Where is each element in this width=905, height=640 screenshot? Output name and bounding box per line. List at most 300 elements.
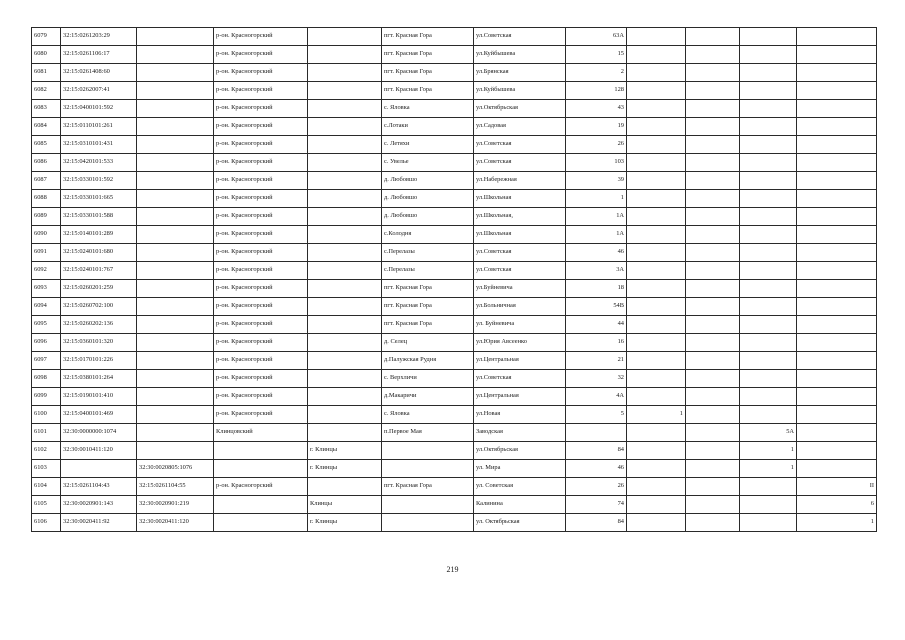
table-row: [32, 370, 877, 388]
cell-empty: [797, 352, 877, 370]
cell-empty: [797, 298, 877, 316]
cell-building: [627, 334, 686, 352]
table-row: [32, 100, 877, 118]
cell-empty: [797, 118, 877, 136]
table-row: [32, 82, 877, 100]
cell-cadastral-number: 32:15:0262007:41: [61, 82, 137, 100]
cell-building: [627, 46, 686, 64]
cell-previous-cadastral-number: [137, 316, 214, 334]
cell-record-number: 6092: [32, 262, 61, 280]
cell-house: [566, 424, 627, 442]
cell-building: [627, 298, 686, 316]
cell-locality: с.Колодня: [382, 226, 474, 244]
table-row: [32, 460, 877, 478]
cell-record-number: 6102: [32, 442, 61, 460]
cell-apartment: [740, 388, 797, 406]
cell-locality: [382, 460, 474, 478]
cell-locality: пгт. Красная Гора: [382, 28, 474, 46]
cell-cadastral-number: 32:15:0110101:261: [61, 118, 137, 136]
cell-house: 26: [566, 478, 627, 496]
table-row: [32, 190, 877, 208]
table-row: [32, 118, 877, 136]
cell-building: [627, 190, 686, 208]
cell-cadastral-number: 32:15:0360101:320: [61, 334, 137, 352]
cell-empty: [686, 442, 740, 460]
cell-street: ул.Куйбышева: [474, 82, 566, 100]
cell-apartment: 1: [740, 460, 797, 478]
cell-apartment: [740, 154, 797, 172]
cell-district: р-он. Красногорский: [214, 478, 308, 496]
cell-empty: [797, 190, 877, 208]
cell-empty: [686, 208, 740, 226]
cell-cadastral-number: 32:15:0260201:259: [61, 280, 137, 298]
cell-city: [308, 190, 382, 208]
cell-street: ул.Советская: [474, 262, 566, 280]
cell-empty: [686, 298, 740, 316]
cell-empty: [797, 262, 877, 280]
cell-empty: [686, 64, 740, 82]
cell-record-number: 6101: [32, 424, 61, 442]
cell-street: ул.Садовая: [474, 118, 566, 136]
cell-apartment: [740, 190, 797, 208]
cell-apartment: [740, 172, 797, 190]
table-row: [32, 136, 877, 154]
cell-locality: пгт. Красная Гора: [382, 280, 474, 298]
cell-city: [308, 28, 382, 46]
cell-cadastral-number: 32:15:0330101:592: [61, 172, 137, 190]
table-row: [32, 442, 877, 460]
cell-locality: пгт. Красная Гора: [382, 316, 474, 334]
cell-cadastral-number: 32:15:0261104:43: [61, 478, 137, 496]
cell-street: ул. Мира: [474, 460, 566, 478]
cell-street: ул.Советская: [474, 136, 566, 154]
cell-empty: [686, 100, 740, 118]
cell-city: [308, 46, 382, 64]
cell-building: [627, 388, 686, 406]
cell-building: [627, 172, 686, 190]
cell-empty: [686, 172, 740, 190]
cell-locality: с. Летяхи: [382, 136, 474, 154]
cell-house: 16: [566, 334, 627, 352]
cell-building: [627, 226, 686, 244]
cell-record-number: 6079: [32, 28, 61, 46]
cell-cadastral-number: 32:15:0310101:431: [61, 136, 137, 154]
cell-cadastral-number: 32:15:0190101:410: [61, 388, 137, 406]
cell-city: [308, 208, 382, 226]
cell-district: р-он. Красногорский: [214, 100, 308, 118]
cell-record-number: 6085: [32, 136, 61, 154]
cell-previous-cadastral-number: [137, 298, 214, 316]
cell-city: [308, 424, 382, 442]
cell-street: ул.Советская: [474, 154, 566, 172]
cell-locality: с. Верхличи: [382, 370, 474, 388]
cell-district: р-он. Красногорский: [214, 316, 308, 334]
cell-locality: [382, 514, 474, 532]
cell-building: [627, 28, 686, 46]
cell-apartment: II: [797, 478, 877, 496]
cell-empty: [797, 136, 877, 154]
cell-cadastral-number: 32:15:0170101:226: [61, 352, 137, 370]
cell-district: р-он. Красногорский: [214, 46, 308, 64]
cell-locality: с.Перелазы: [382, 262, 474, 280]
cell-district: р-он. Красногорский: [214, 406, 308, 424]
cell-house: 1: [566, 190, 627, 208]
cell-building: [627, 424, 686, 442]
cell-street: ул.Брянская: [474, 64, 566, 82]
cell-empty: [797, 226, 877, 244]
cell-locality: д.Палужская Рудня: [382, 352, 474, 370]
cell-previous-cadastral-number: [137, 136, 214, 154]
table-row: [32, 478, 877, 496]
cell-empty: [686, 478, 740, 496]
cell-empty: [797, 172, 877, 190]
table-row: [32, 172, 877, 190]
cell-apartment: [740, 514, 797, 532]
cell-cadastral-number: 32:30:0000000:1074: [61, 424, 137, 442]
cell-apartment: 5А: [740, 424, 797, 442]
cell-empty: [797, 370, 877, 388]
cell-record-number: 6082: [32, 82, 61, 100]
cell-locality: с.Перелазы: [382, 244, 474, 262]
cell-street: Калинина: [474, 496, 566, 514]
cell-locality: с.Лотаки: [382, 118, 474, 136]
cell-locality: с. Яловка: [382, 100, 474, 118]
cell-previous-cadastral-number: [137, 100, 214, 118]
cell-street: ул.Больничная: [474, 298, 566, 316]
cell-empty: [686, 370, 740, 388]
cell-building: [627, 244, 686, 262]
cell-record-number: 6087: [32, 172, 61, 190]
cell-previous-cadastral-number: [137, 190, 214, 208]
cell-house: 15: [566, 46, 627, 64]
cell-city: г. Клинцы: [308, 514, 382, 532]
cell-previous-cadastral-number: 32:30:0020901:219: [137, 496, 214, 514]
cell-house: 3А: [566, 262, 627, 280]
cell-apartment: [740, 64, 797, 82]
cell-house: 1А: [566, 208, 627, 226]
cell-city: [308, 64, 382, 82]
cell-street: ул.Школьная,: [474, 208, 566, 226]
cell-building: 1: [627, 406, 686, 424]
cell-previous-cadastral-number: [137, 334, 214, 352]
cell-apartment: [740, 406, 797, 424]
cell-locality: д. Любовшо: [382, 190, 474, 208]
cell-house: 44: [566, 316, 627, 334]
cell-previous-cadastral-number: [137, 172, 214, 190]
cell-street: ул.Октябрьская: [474, 100, 566, 118]
cell-city: [308, 82, 382, 100]
cell-city: [308, 100, 382, 118]
table-row: [32, 64, 877, 82]
cell-apartment: [740, 28, 797, 46]
cell-empty: [797, 406, 877, 424]
cell-house: 84: [566, 442, 627, 460]
table-row: [32, 352, 877, 370]
cell-empty: [686, 136, 740, 154]
cell-record-number: 6105: [32, 496, 61, 514]
cell-previous-cadastral-number: [137, 352, 214, 370]
cell-building: [627, 478, 686, 496]
cell-street: ул.Советская: [474, 28, 566, 46]
cell-cadastral-number: 32:15:0261106:17: [61, 46, 137, 64]
cell-house: 39: [566, 172, 627, 190]
cell-previous-cadastral-number: [137, 424, 214, 442]
cell-previous-cadastral-number: [137, 208, 214, 226]
cell-empty: [686, 460, 740, 478]
table-row: [32, 316, 877, 334]
cell-apartment: 1: [740, 442, 797, 460]
cell-previous-cadastral-number: [137, 262, 214, 280]
cell-house: 46: [566, 244, 627, 262]
cell-house: 74: [566, 496, 627, 514]
cell-street: Заводская: [474, 424, 566, 442]
cell-street: ул. Октябрьская: [474, 514, 566, 532]
cell-record-number: 6095: [32, 316, 61, 334]
cell-locality: д.Макаричи: [382, 388, 474, 406]
cell-locality: пгт. Красная Гора: [382, 82, 474, 100]
cell-city: Клинцы: [308, 496, 382, 514]
table-row: [32, 496, 877, 514]
cell-city: [308, 262, 382, 280]
cell-building: [627, 262, 686, 280]
cell-house: 2: [566, 64, 627, 82]
cell-record-number: 6104: [32, 478, 61, 496]
cell-locality: пгт. Красная Гора: [382, 478, 474, 496]
cell-empty: [686, 46, 740, 64]
cell-apartment: [740, 208, 797, 226]
table-row: [32, 154, 877, 172]
table-row: [32, 262, 877, 280]
cell-record-number: 6080: [32, 46, 61, 64]
cell-empty: [686, 28, 740, 46]
cell-apartment: [740, 244, 797, 262]
cell-previous-cadastral-number: [137, 154, 214, 172]
cell-empty: [686, 514, 740, 532]
cell-empty: [797, 388, 877, 406]
cell-locality: д. Любовшо: [382, 208, 474, 226]
cell-city: [308, 226, 382, 244]
cell-cadastral-number: 32:15:0330101:588: [61, 208, 137, 226]
cell-locality: с. Яловка: [382, 406, 474, 424]
cell-apartment: [740, 100, 797, 118]
cell-building: [627, 82, 686, 100]
cell-empty: [686, 154, 740, 172]
cell-previous-cadastral-number: [137, 280, 214, 298]
cell-apartment: [740, 334, 797, 352]
page-number: 219: [446, 565, 459, 574]
cell-district: р-он. Красногорский: [214, 244, 308, 262]
cell-street: ул.Юрия Авсеенко: [474, 334, 566, 352]
cell-district: [214, 496, 308, 514]
cell-previous-cadastral-number: [137, 118, 214, 136]
cell-street: ул.Центральная: [474, 388, 566, 406]
cell-city: [308, 370, 382, 388]
cell-building: [627, 514, 686, 532]
cell-previous-cadastral-number: [137, 82, 214, 100]
cell-record-number: 6090: [32, 226, 61, 244]
cell-cadastral-number: [61, 460, 137, 478]
cell-house: 54В: [566, 298, 627, 316]
cell-empty: [686, 316, 740, 334]
cell-apartment: [740, 478, 797, 496]
cell-street: ул. Буйневича: [474, 316, 566, 334]
cell-street: ул.Октябрьская: [474, 442, 566, 460]
cell-apartment: [740, 370, 797, 388]
cell-empty: [797, 208, 877, 226]
cell-empty: [797, 28, 877, 46]
table-row: [32, 28, 877, 46]
cell-house: 46: [566, 460, 627, 478]
cell-city: [308, 406, 382, 424]
cell-city: [308, 298, 382, 316]
cell-apartment: [740, 226, 797, 244]
cell-record-number: 6100: [32, 406, 61, 424]
cell-district: р-он. Красногорский: [214, 28, 308, 46]
cell-house: 32: [566, 370, 627, 388]
cell-street: ул.Советская: [474, 370, 566, 388]
cell-district: Клинцовский: [214, 424, 308, 442]
cell-cadastral-number: 32:15:0140101:289: [61, 226, 137, 244]
cell-city: [308, 136, 382, 154]
cell-city: [308, 172, 382, 190]
cell-record-number: 6106: [32, 514, 61, 532]
cell-record-number: 6081: [32, 64, 61, 82]
cell-apartment: [740, 352, 797, 370]
cell-record-number: 6091: [32, 244, 61, 262]
cell-empty: [686, 388, 740, 406]
cell-building: [627, 136, 686, 154]
cell-house: 4А: [566, 388, 627, 406]
cell-city: [308, 118, 382, 136]
cell-street: ул.Школьная: [474, 190, 566, 208]
cell-cadastral-number: 32:15:0240101:680: [61, 244, 137, 262]
table-row: [32, 424, 877, 442]
cell-city: [308, 244, 382, 262]
cell-previous-cadastral-number: [137, 406, 214, 424]
cell-house: 43: [566, 100, 627, 118]
cell-house: 26: [566, 136, 627, 154]
cell-building: [627, 370, 686, 388]
cell-empty: [686, 352, 740, 370]
cell-empty: [797, 46, 877, 64]
cell-district: р-он. Красногорский: [214, 334, 308, 352]
cell-street: ул.Набережная: [474, 172, 566, 190]
cell-empty: [797, 100, 877, 118]
cell-locality: пгт. Красная Гора: [382, 46, 474, 64]
cell-apartment: [740, 316, 797, 334]
table-row: [32, 298, 877, 316]
cell-city: [308, 334, 382, 352]
cell-cadastral-number: 32:15:0240101:767: [61, 262, 137, 280]
cell-building: [627, 280, 686, 298]
cell-empty: [686, 424, 740, 442]
cell-district: р-он. Красногорский: [214, 262, 308, 280]
cell-district: р-он. Красногорский: [214, 190, 308, 208]
registry-table: [31, 27, 877, 532]
table-row: [32, 334, 877, 352]
cell-cadastral-number: 32:15:0400101:469: [61, 406, 137, 424]
cell-district: [214, 460, 308, 478]
cell-house: 1А: [566, 226, 627, 244]
cell-cadastral-number: 32:15:0260702:100: [61, 298, 137, 316]
cell-cadastral-number: 32:15:0380101:264: [61, 370, 137, 388]
table-row: [32, 226, 877, 244]
cell-cadastral-number: 32:15:0420101:533: [61, 154, 137, 172]
cell-district: р-он. Красногорский: [214, 82, 308, 100]
cell-empty: [797, 424, 877, 442]
cell-locality: с. Увелье: [382, 154, 474, 172]
cell-previous-cadastral-number: [137, 442, 214, 460]
registry-table-body: [32, 28, 877, 532]
table-row: [32, 406, 877, 424]
cell-previous-cadastral-number: [137, 370, 214, 388]
cell-district: [214, 514, 308, 532]
cell-empty: [797, 154, 877, 172]
cell-record-number: 6096: [32, 334, 61, 352]
cell-record-number: 6089: [32, 208, 61, 226]
cell-record-number: 6099: [32, 388, 61, 406]
cell-locality: пгт. Красная Гора: [382, 64, 474, 82]
cell-empty: [686, 190, 740, 208]
cell-city: [308, 388, 382, 406]
cell-district: р-он. Красногорский: [214, 388, 308, 406]
cell-empty: [686, 244, 740, 262]
cell-district: [214, 442, 308, 460]
cell-locality: д. Любовшо: [382, 172, 474, 190]
cell-empty: [686, 118, 740, 136]
cell-previous-cadastral-number: 32:30:0020805:1076: [137, 460, 214, 478]
cell-empty: [686, 226, 740, 244]
table-row: [32, 280, 877, 298]
cell-locality: д. Селец: [382, 334, 474, 352]
cell-house: 19: [566, 118, 627, 136]
cell-apartment: [740, 118, 797, 136]
cell-street: ул.Школьная: [474, 226, 566, 244]
cell-street: ул.Центральная: [474, 352, 566, 370]
cell-street: ул.Буйневича: [474, 280, 566, 298]
cell-empty: [686, 406, 740, 424]
cell-cadastral-number: 32:30:0010411:120: [61, 442, 137, 460]
cell-previous-cadastral-number: [137, 226, 214, 244]
cell-previous-cadastral-number: 32:30:0020411:120: [137, 514, 214, 532]
cell-house: 21: [566, 352, 627, 370]
cell-empty: [686, 334, 740, 352]
cell-apartment: [740, 136, 797, 154]
cell-house: 5: [566, 406, 627, 424]
cell-previous-cadastral-number: 32:15:0261104:55: [137, 478, 214, 496]
cell-record-number: 6097: [32, 352, 61, 370]
table-row: [32, 514, 877, 532]
cell-locality: [382, 496, 474, 514]
cell-house: 63А: [566, 28, 627, 46]
cell-district: р-он. Красногорский: [214, 370, 308, 388]
cell-city: г. Клинцы: [308, 460, 382, 478]
cell-record-number: 6086: [32, 154, 61, 172]
cell-apartment: [740, 82, 797, 100]
cell-street: ул.Куйбышева: [474, 46, 566, 64]
cell-district: р-он. Красногорский: [214, 208, 308, 226]
cell-district: р-он. Красногорский: [214, 154, 308, 172]
cell-apartment: [740, 298, 797, 316]
cell-empty: [797, 460, 877, 478]
cell-locality: [382, 442, 474, 460]
cell-empty: [797, 244, 877, 262]
cell-previous-cadastral-number: [137, 28, 214, 46]
cell-record-number: 6103: [32, 460, 61, 478]
cell-empty: [686, 280, 740, 298]
cell-house: 128: [566, 82, 627, 100]
cell-empty: [797, 82, 877, 100]
